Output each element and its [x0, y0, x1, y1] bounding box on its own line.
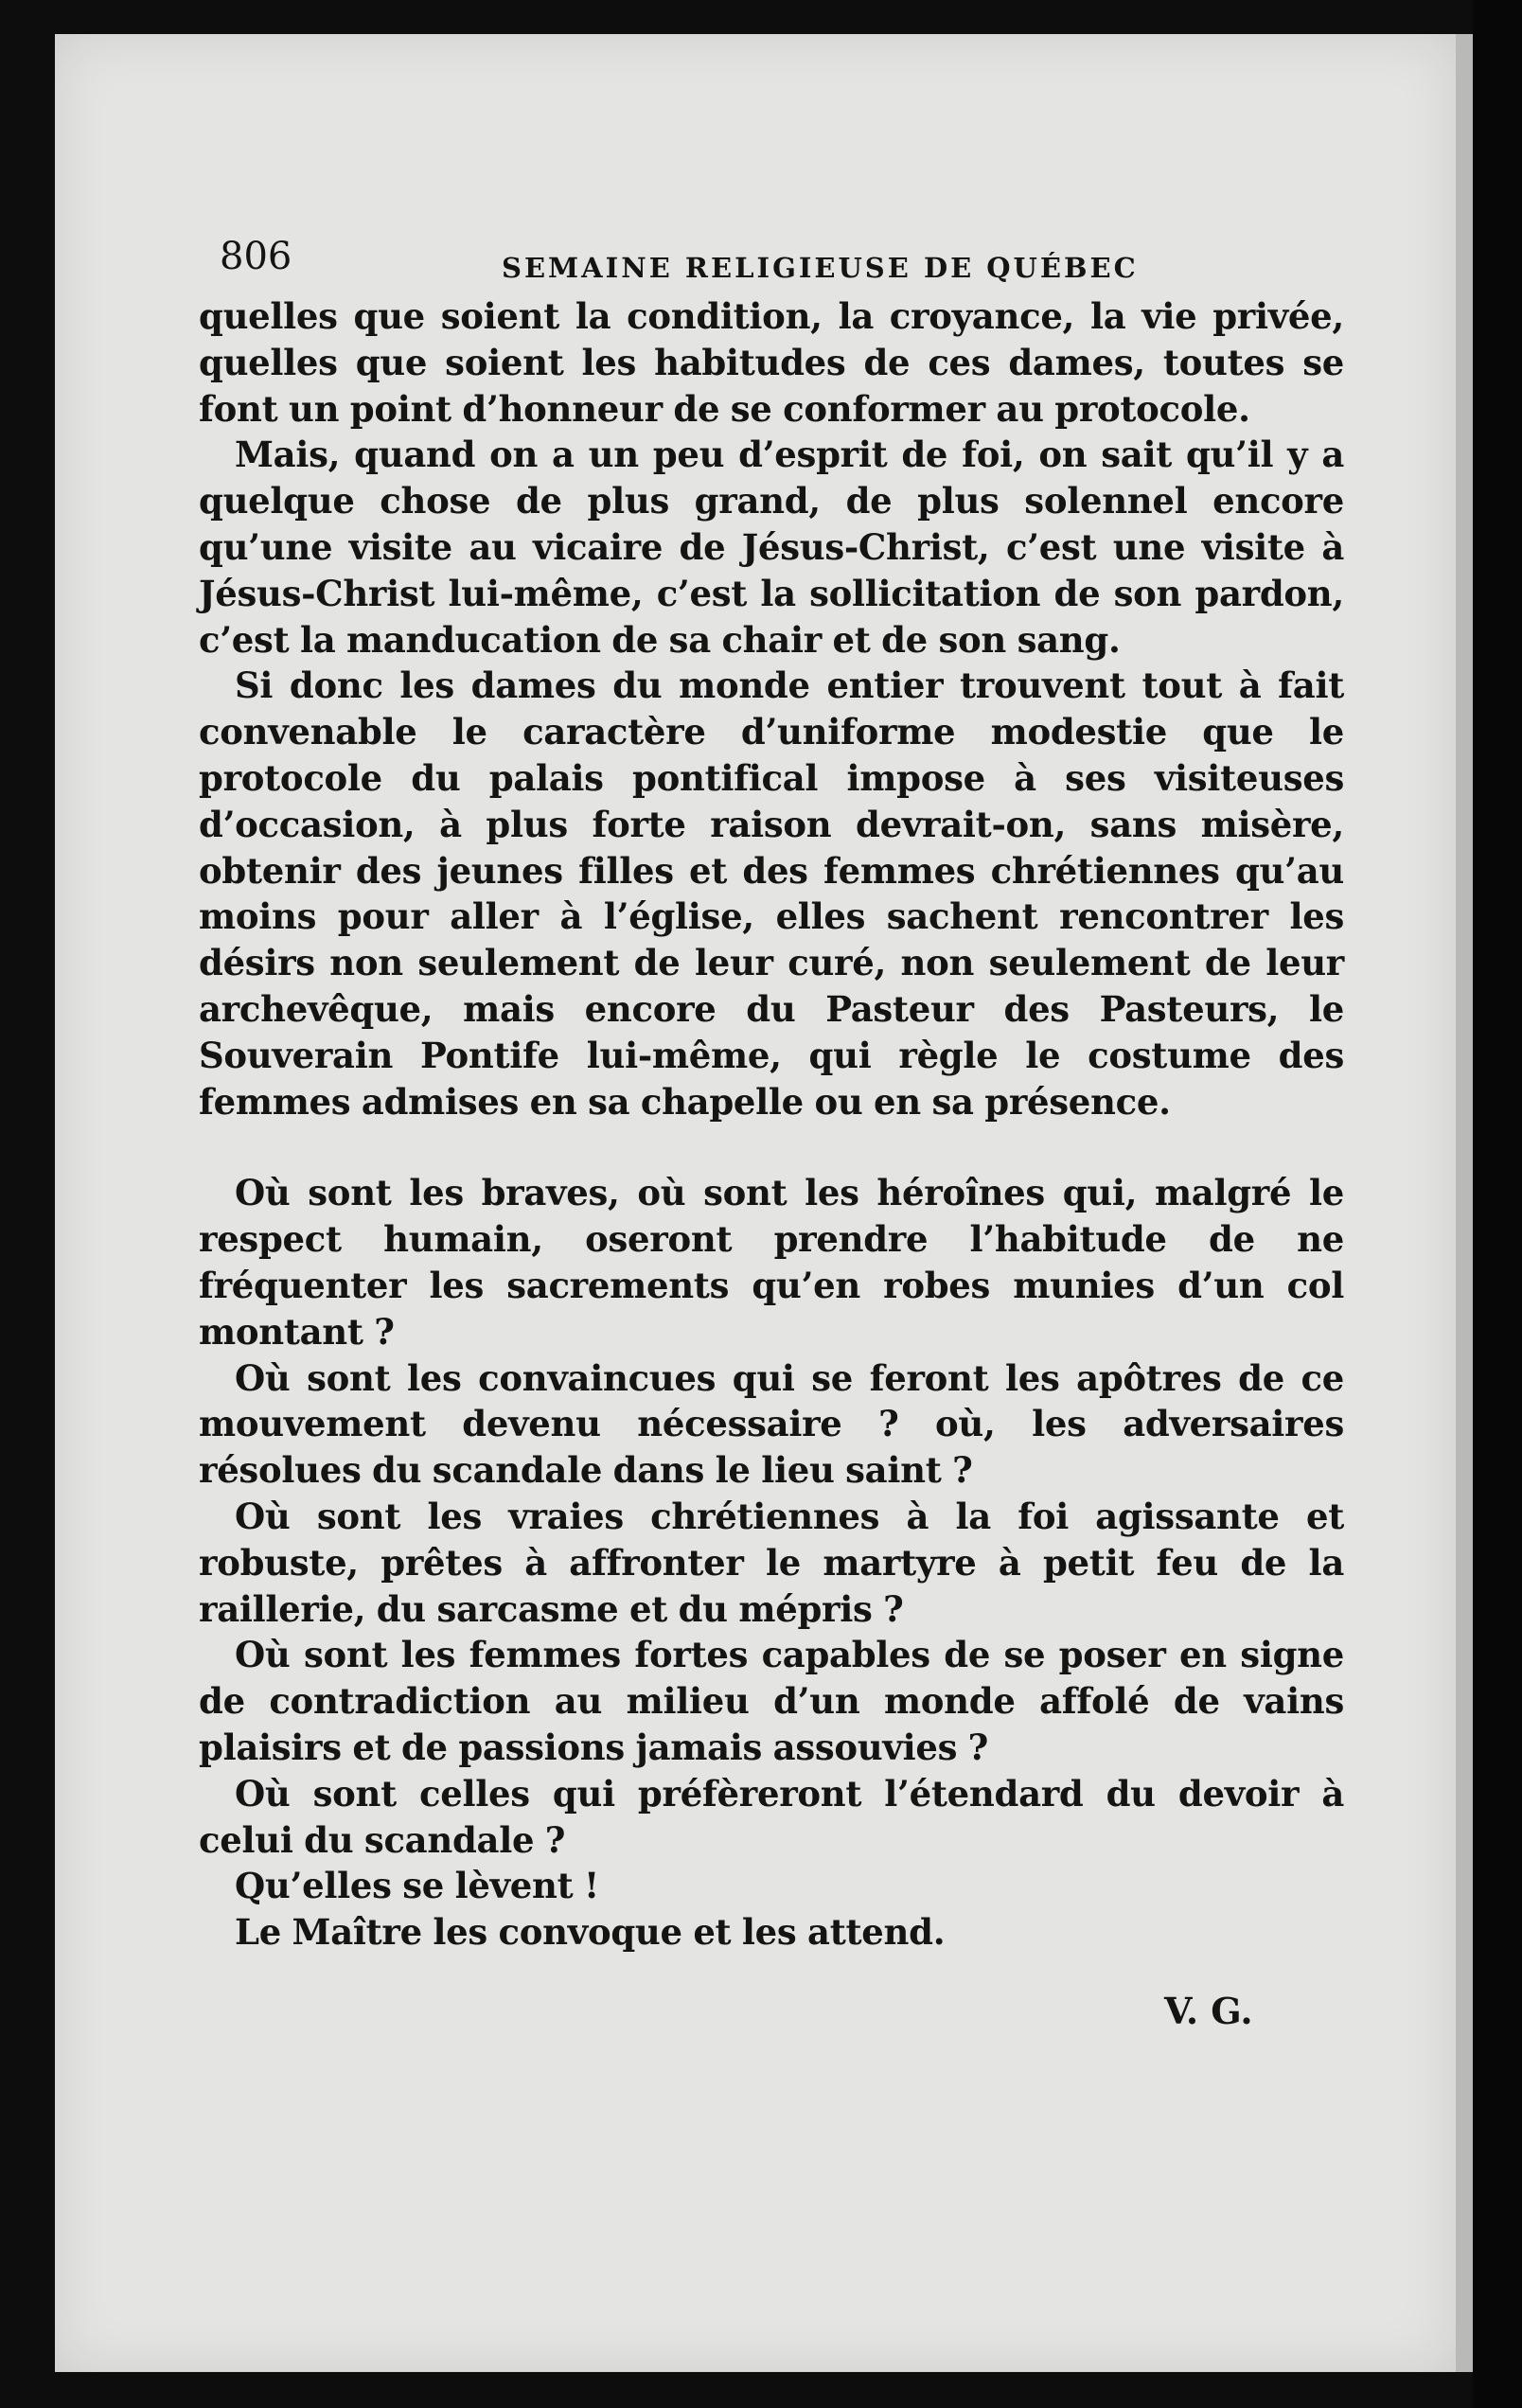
running-head [199, 227, 1344, 293]
page-content [199, 227, 1344, 1956]
section-gap [199, 1124, 1344, 1170]
paragraph: Mais, quand on a un peu d’esprit de foi, on sait qu’il y a quelque chose de plus grand, de plus solennel encore qu’une visite au vicaire de Jésus-Christ, c’est une visite à Jésus-Christ lui-même, c’est la sollicitation de son pardon, c’est la manducation de sa chair et de son sang. [199, 434, 1344, 661]
scan-border [1473, 0, 1522, 2408]
paragraph: Si donc les dames du monde entier trouvent tout à fait convenable le caractère d’uniforme modestie que le protocole du palais pontifical impose à ses visiteuses d’occasion, à plus forte raison devrait-on, sans misère, obtenir des jeunes filles et des femmes chrétiennes qu’au moins pour aller à l’église, elles sachent rencontrer les désirs non seulement de leur curé, non seulement de leur archevêque, mais encore du Pasteur des Pasteurs, le Souverain Pontife lui-même, qui règle le costume des femmes admises en sa chapelle ou en sa présence. [199, 664, 1344, 1123]
paragraph: Où sont les braves, où sont les héroînes qui, malgré le respect humain, oseront prendre l’habitude de ne fréquenter les sacrements qu’en robes munies d’un col montant ? [199, 1172, 1344, 1353]
paragraph: Où sont les vraies chrétiennes à la foi agissante et robuste, prêtes à affronter le martyre à petit feu de la raillerie, du sarcasme et du mépris ? [199, 1495, 1344, 1630]
paragraph: Où sont celles qui préfèreront l’étendard du devoir à celui du scandale ? [199, 1772, 1344, 1861]
paragraph: Où sont les convaincues qui se feront les apôtres de ce mouvement devenu nécessaire ? où, les adversaires résolues du scandale dans le lieu saint ? [199, 1356, 1344, 1492]
page-edge [1456, 34, 1473, 2372]
paragraph: Où sont les femmes fortes capables de se poser en signe de contradiction au milieu d’un monde affolé de vains plaisirs et de passions jamais assouvies ? [199, 1634, 1344, 1768]
paragraph: Qu’elles se lèvent ! [235, 1865, 599, 1907]
paragraph: quelles que soient la condition, la croyance, la vie privée, quelles que soient les habitudes de ces dames, toutes se font un point d’honneur de se conformer au protocole. [199, 295, 1344, 430]
page-number: 806 [220, 235, 292, 278]
article-body [199, 293, 1344, 1956]
journal-title: SEMAINE RELIGIEUSE DE QUÉBEC [502, 252, 1139, 284]
paragraph: Le Maître les convoque et les attend. [235, 1911, 946, 1954]
author-signature: V. G. [1164, 1990, 1253, 2032]
